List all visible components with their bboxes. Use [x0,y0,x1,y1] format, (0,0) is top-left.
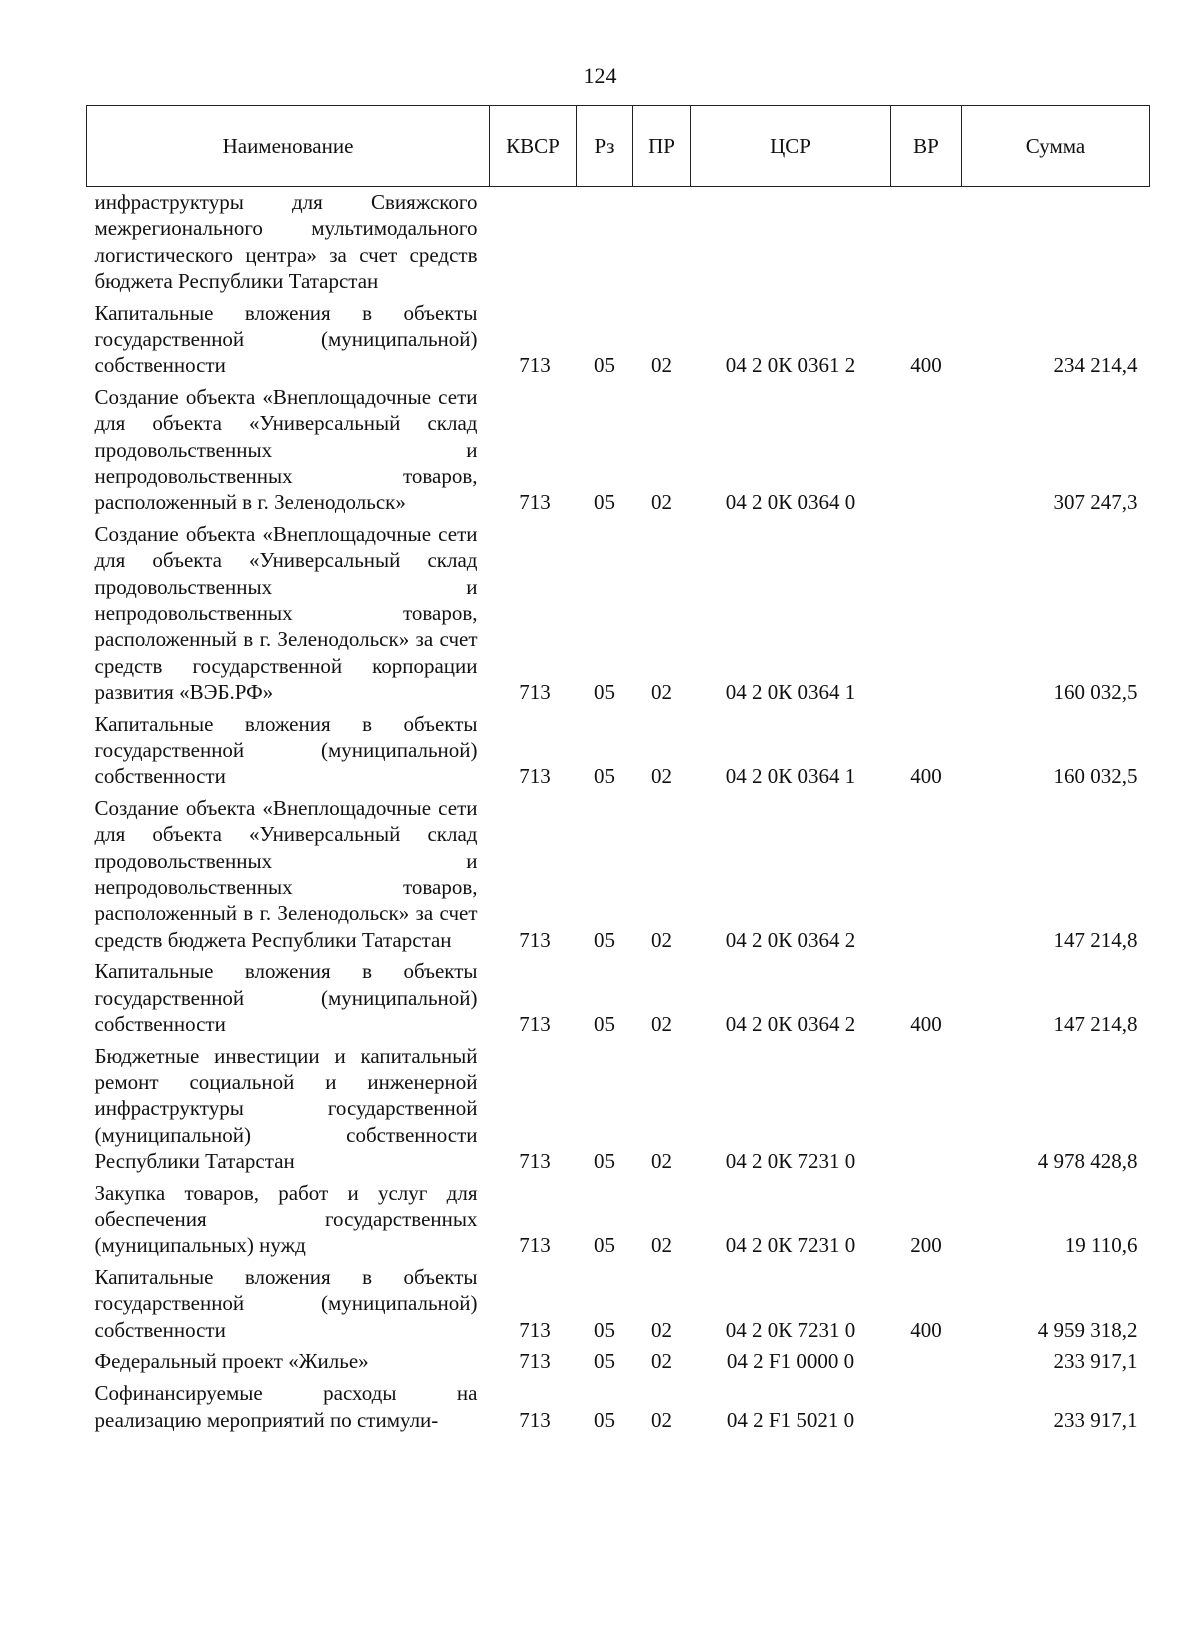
cell-sum: 233 917,1 [1053,1349,1138,1374]
cell-name [87,521,490,711]
cell-kvsr: 713 [519,1349,551,1374]
header-csr: ЦСР [691,106,891,187]
cell-rz: 05 [594,679,615,704]
row-name-text: Создание объекта «Внеплощадочные сети для объекта «Универсальный склад продовольственных и непродовольственных товаров, расположенный в г. Зеленодольск» за счет средств государственной корпорации развития «ВЭБ.РФ» [94,522,478,704]
table-row [87,1180,1150,1264]
table-row [87,384,1150,521]
table-row [87,958,1150,1042]
cell-csr: 04 2 0К 7231 0 [725,1148,856,1173]
cell-csr: 04 2 0К 0364 1 [725,764,856,789]
row-name-text: Закупка товаров, работ и услуг для обеспечения государственных (муниципальных) нужд [94,1180,478,1258]
table-row [87,1264,1150,1348]
row-name-text: Бюджетные инвестиции и капитальный ремонт социальной и инженерной инфраструктуры государственной (муниципальной) собственности Республики Татарстан [94,1043,478,1173]
cell-sum [962,187,1150,300]
cell-name [87,1180,490,1264]
cell-rz: 05 [594,1349,615,1374]
cell-kvsr: 713 [519,1233,551,1258]
cell-sum: 19 110,6 [1064,1233,1138,1258]
cell-pr: 02 [651,1011,672,1036]
cell-sum: 4 978 428,8 [1037,1148,1138,1173]
cell-vr [891,1043,962,1180]
cell-csr: 04 2 0К 0364 1 [725,679,856,704]
cell-name [87,1348,490,1380]
table-row [87,1380,1150,1438]
cell-rz: 05 [594,353,615,378]
cell-csr: 04 2 0К 7231 0 [725,1317,856,1342]
cell-rz: 05 [594,1011,615,1036]
cell-pr: 02 [651,1233,672,1258]
table-row [87,187,1150,300]
cell-sum: 4 959 318,2 [1037,1317,1138,1342]
cell-pr: 02 [651,1349,672,1374]
table-row [87,1043,1150,1180]
cell-name [87,1043,490,1180]
cell-name [87,958,490,1042]
cell-csr [691,187,891,300]
cell-kvsr: 713 [519,490,551,515]
cell-pr: 02 [651,927,672,952]
table-row [87,711,1150,795]
cell-csr: 04 2 0К 7231 0 [725,1233,856,1258]
row-name-text: Капитальные вложения в объекты государственной (муниципальной) собственности [94,959,478,1036]
cell-pr: 02 [651,353,672,378]
cell-kvsr: 713 [519,1148,551,1173]
cell-pr [633,187,691,300]
header-sum: Сумма [962,106,1150,187]
cell-csr: 04 2 0К 0364 0 [725,490,856,515]
row-name-text: Капитальные вложения в объекты государственной (муниципальной) собственности [94,1265,478,1342]
cell-rz: 05 [594,1148,615,1173]
table-row [87,300,1150,384]
row-name-text: Капитальные вложения в объекты государственной (муниципальной) собственности [94,711,478,789]
cell-name [87,1264,490,1348]
cell-sum: 147 214,8 [1053,1011,1138,1036]
table-body [87,187,1150,1439]
row-name-text: инфраструктуры для Свияжского межрегионального мультимодального логистического центра» за счет средств бюджета Республики Татарстан [94,190,478,293]
cell-vr: 400 [910,1317,942,1342]
cell-pr: 02 [651,1148,672,1173]
header-pr: ПР [633,106,691,187]
cell-rz: 05 [594,1407,615,1432]
cell-csr: 04 2 0К 0361 2 [725,353,856,378]
cell-kvsr: 713 [519,1011,551,1036]
cell-rz [577,187,633,300]
header-rz: Рз [577,106,633,187]
row-name-text: Капитальные вложения в объекты государственной (муниципальной) собственности [94,300,478,378]
cell-kvsr: 713 [519,1317,551,1342]
cell-vr [891,384,962,521]
cell-csr: 04 2 F1 5021 0 [726,1407,855,1432]
cell-csr: 04 2 F1 0000 0 [726,1349,855,1374]
cell-rz: 05 [594,1317,615,1342]
header-vr: ВР [891,106,962,187]
cell-pr: 02 [651,764,672,789]
table-row [87,795,1150,958]
cell-sum: 307 247,3 [1053,490,1138,515]
cell-kvsr: 713 [519,764,551,789]
cell-vr [891,1348,962,1380]
cell-name [87,187,490,300]
cell-kvsr [490,187,577,300]
cell-name [87,711,490,795]
cell-rz: 05 [594,927,615,952]
cell-vr [891,1380,962,1438]
cell-rz: 05 [594,764,615,789]
row-name-text: Софинансируемые расходы на реализацию мероприятий по стимули- [94,1381,478,1432]
cell-name [87,300,490,384]
cell-csr: 04 2 0К 0364 2 [725,927,856,952]
row-name-text: Создание объекта «Внеплощадочные сети для объекта «Универсальный склад продовольственных и непродовольственных товаров, расположенный в г. Зеленодольск» за счет средств бюджета Республики Татарстан [94,796,478,952]
header-kvsr: КВСР [490,106,577,187]
cell-kvsr: 713 [519,927,551,952]
budget-table [86,105,1150,1438]
cell-vr: 400 [910,764,942,789]
cell-csr: 04 2 0К 0364 2 [725,1011,856,1036]
cell-vr: 400 [910,1011,942,1036]
header-name: Наименование [87,106,490,187]
page-number: 124 [583,63,617,88]
cell-pr: 02 [651,490,672,515]
cell-vr [891,187,962,300]
cell-kvsr: 713 [519,353,551,378]
cell-kvsr: 713 [519,679,551,704]
table-row [87,521,1150,711]
cell-pr: 02 [651,1317,672,1342]
row-name-text: Федеральный проект «Жилье» [94,1349,369,1374]
cell-vr: 200 [910,1233,942,1258]
table-row [87,1348,1150,1380]
cell-sum: 234 214,4 [1053,353,1138,378]
row-name-text: Создание объекта «Внеплощадочные сети для объекта «Универсальный склад продовольственных и непродовольственных товаров, расположенный в г. Зеленодольск» [94,385,478,515]
cell-vr: 400 [910,353,942,378]
cell-sum: 160 032,5 [1053,764,1138,789]
cell-name [87,384,490,521]
cell-sum: 233 917,1 [1053,1407,1138,1432]
cell-pr: 02 [651,679,672,704]
cell-vr [891,521,962,711]
cell-pr: 02 [651,1407,672,1432]
table-header [87,106,1150,187]
cell-sum: 147 214,8 [1053,927,1138,952]
cell-kvsr: 713 [519,1407,551,1432]
cell-name [87,1380,490,1438]
cell-name [87,795,490,958]
cell-sum: 160 032,5 [1053,679,1138,704]
cell-vr [891,795,962,958]
cell-rz: 05 [594,490,615,515]
cell-rz: 05 [594,1233,615,1258]
